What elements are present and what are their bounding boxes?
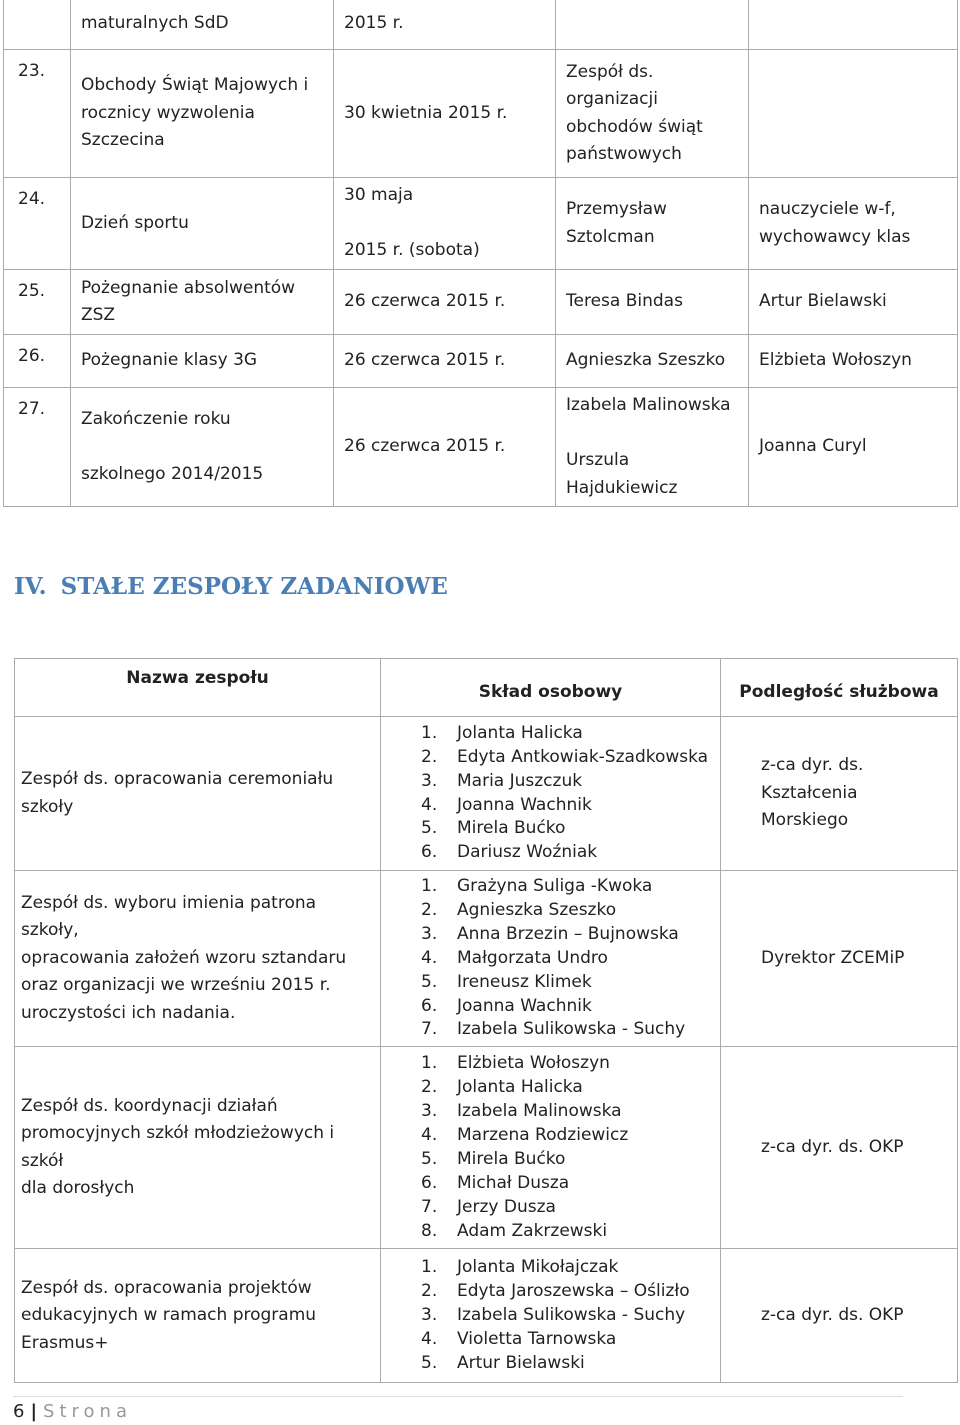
event-name: Dzień sportu	[81, 212, 189, 233]
team-row	[15, 1047, 958, 1249]
list-item	[421, 875, 710, 899]
event-date: 26 czerwca 2015 r.	[344, 291, 506, 312]
member-number: 5.	[421, 1148, 438, 1169]
team-name-cell	[15, 1047, 381, 1249]
event-number-cell	[4, 50, 71, 178]
list-item	[421, 1280, 710, 1304]
event-responsible: Agnieszka Szeszko	[566, 350, 726, 371]
member-name: Joanna Wachnik	[457, 995, 592, 1016]
member-number: 2.	[421, 1077, 438, 1098]
event-name-cell	[71, 50, 334, 178]
member-name: Mirela Bućko	[457, 1148, 566, 1169]
list-item	[421, 947, 710, 971]
list-item	[421, 1352, 710, 1376]
team-subordination-cell	[721, 871, 958, 1047]
event-date-cell	[334, 178, 556, 270]
event-name-cell	[71, 388, 334, 507]
event-number-cell	[4, 178, 71, 270]
event-responsible-cell	[556, 0, 749, 50]
list-item	[421, 1304, 710, 1328]
member-name: Maria Juszczuk	[457, 770, 583, 791]
member-number: 4.	[421, 1328, 438, 1349]
section-number: IV.	[14, 573, 47, 600]
team-name-cell	[15, 717, 381, 871]
list-item	[421, 1148, 710, 1172]
event-name: Zakończenie roku szkolnego 2014/2015	[81, 408, 264, 484]
event-name-cell	[71, 178, 334, 270]
event-name-cell	[71, 335, 334, 388]
team-subordination-cell	[721, 1047, 958, 1249]
team-members-cell	[381, 1047, 721, 1249]
member-name: Małgorzata Undro	[457, 947, 608, 968]
member-number: 1.	[421, 1257, 438, 1278]
member-name: Artur Bielawski	[457, 1352, 585, 1373]
member-name: Jolanta Halicka	[457, 1077, 583, 1098]
team-row	[15, 871, 958, 1047]
teams-table	[14, 658, 958, 1383]
member-name: Jolanta Mikołajczak	[457, 1257, 619, 1278]
event-row	[4, 50, 958, 178]
member-list	[421, 722, 710, 865]
list-item	[421, 841, 710, 865]
team-subordination-cell	[721, 717, 958, 871]
member-number: 4.	[421, 947, 438, 968]
member-name: Grażyna Suliga -Kwoka	[457, 876, 653, 896]
team-row	[15, 717, 958, 871]
team-members-cell	[381, 871, 721, 1047]
team-name: Zespół ds. koordynacji działań promocyjnych szkół młodzieżowych i szkół dla dorosłych	[21, 1095, 335, 1199]
event-number-cell	[4, 0, 71, 50]
member-name: Michał Dusza	[457, 1172, 570, 1193]
member-name: Izabela Malinowska	[457, 1101, 622, 1122]
member-number: 1.	[421, 722, 438, 743]
event-date: 2015 r.	[344, 12, 404, 33]
list-item	[421, 1018, 710, 1042]
event-responsible-cell	[556, 270, 749, 335]
team-subordination: z-ca dyr. ds. OKP	[761, 1137, 904, 1158]
member-number: 6.	[421, 842, 438, 863]
footer-rule	[13, 1396, 903, 1397]
team-name-cell	[15, 871, 381, 1047]
list-item	[421, 1052, 710, 1076]
member-name: Marzena Rodziewicz	[457, 1124, 629, 1145]
member-name: Agnieszka Szeszko	[457, 899, 617, 920]
event-responsible-cell	[556, 50, 749, 178]
events-table-body	[4, 0, 958, 507]
teams-table-body	[15, 717, 958, 1383]
member-name: Jolanta Halicka	[457, 722, 583, 743]
event-date-cell	[334, 335, 556, 388]
footer-word: Strona	[43, 1401, 132, 1422]
team-name: Zespół ds. opracowania ceremoniału szkoły	[21, 769, 334, 817]
list-item	[421, 1328, 710, 1352]
event-cooperation: Joanna Curyl	[759, 436, 867, 457]
team-subordination: z-ca dyr. ds. Kształcenia Morskiego	[761, 755, 864, 831]
member-number: 1.	[421, 876, 438, 896]
event-name-cell	[71, 0, 334, 50]
page-footer	[13, 1401, 132, 1422]
member-name: Elżbieta Wołoszyn	[457, 1053, 610, 1074]
event-responsible-cell	[556, 388, 749, 507]
section-title	[14, 573, 448, 600]
member-name: Violetta Tarnowska	[457, 1328, 617, 1349]
team-subordination-cell	[721, 1249, 958, 1383]
event-number: 27.	[18, 399, 46, 419]
team-name-cell	[15, 1249, 381, 1383]
section-title-text: STAŁE ZESPOŁY ZADANIOWE	[60, 573, 448, 600]
member-number: 4.	[421, 794, 438, 815]
event-row	[4, 335, 958, 388]
event-responsible: Zespół ds. organizacji obchodów świąt państwowych	[566, 61, 703, 164]
header-team-name: Nazwa zespołu	[15, 659, 381, 717]
team-subordination: z-ca dyr. ds. OKP	[761, 1305, 904, 1326]
footer-separator: |	[30, 1401, 38, 1422]
team-members-cell	[381, 1249, 721, 1383]
header-subordination: Podległość służbowa	[721, 659, 958, 717]
member-list	[421, 1256, 710, 1376]
list-item	[421, 1256, 710, 1280]
member-name: Edyta Antkowiak-Szadkowska	[457, 746, 709, 767]
list-item	[421, 770, 710, 794]
member-number: 5.	[421, 1352, 438, 1373]
member-name: Mirela Bućko	[457, 818, 566, 839]
member-name: Anna Brzezin – Bujnowska	[457, 923, 679, 944]
member-list	[421, 875, 710, 1042]
event-date: 30 kwietnia 2015 r.	[344, 102, 508, 123]
events-table	[3, 0, 958, 507]
member-number: 7.	[421, 1196, 438, 1217]
event-date: 26 czerwca 2015 r.	[344, 350, 506, 371]
event-cooperation-cell	[749, 335, 958, 388]
list-item	[421, 1172, 710, 1196]
member-number: 3.	[421, 1304, 438, 1325]
event-number: 26.	[18, 346, 46, 366]
event-name: Pożegnanie absolwentów ZSZ	[81, 277, 296, 325]
list-item	[421, 794, 710, 818]
member-number: 3.	[421, 1101, 438, 1122]
event-row	[4, 388, 958, 507]
member-number: 8.	[421, 1220, 438, 1241]
list-item	[421, 817, 710, 841]
member-name: Adam Zakrzewski	[457, 1220, 608, 1241]
page-number: 6	[13, 1401, 25, 1422]
event-number-cell	[4, 388, 71, 507]
member-number: 3.	[421, 923, 438, 944]
member-list	[421, 1052, 710, 1243]
list-item	[421, 1196, 710, 1220]
member-number: 5.	[421, 971, 438, 992]
event-name-cell	[71, 270, 334, 335]
team-subordination: Dyrektor ZCEMiP	[761, 947, 905, 968]
event-row	[4, 178, 958, 270]
member-name: Izabela Sulikowska - Suchy	[457, 1304, 686, 1325]
event-cooperation-cell	[749, 270, 958, 335]
teams-header-row	[15, 659, 958, 717]
event-date-cell	[334, 388, 556, 507]
event-responsible: Teresa Bindas	[566, 291, 683, 312]
event-name: Pożegnanie klasy 3G	[81, 350, 258, 371]
event-number: 24.	[18, 189, 46, 209]
event-number: 25.	[18, 281, 46, 301]
list-item	[421, 1100, 710, 1124]
list-item	[421, 746, 710, 770]
event-number-cell	[4, 270, 71, 335]
event-date-cell	[334, 50, 556, 178]
event-responsible-cell	[556, 335, 749, 388]
member-number: 5.	[421, 818, 438, 839]
member-number: 7.	[421, 1019, 438, 1040]
event-row	[4, 270, 958, 335]
event-responsible: Izabela Malinowska Urszula Hajdukiewicz	[566, 395, 731, 498]
event-date: 26 czerwca 2015 r.	[344, 436, 506, 457]
list-item	[421, 971, 710, 995]
event-cooperation: Elżbieta Wołoszyn	[759, 350, 912, 371]
member-name: Edyta Jaroszewska – Oślizło	[457, 1280, 690, 1301]
event-number-cell	[4, 335, 71, 388]
member-name: Izabela Sulikowska - Suchy	[457, 1019, 686, 1040]
team-row	[15, 1249, 958, 1383]
member-number: 2.	[421, 1280, 438, 1301]
team-name: Zespół ds. opracowania projektów edukacyjnych w ramach programu Erasmus+	[21, 1277, 317, 1353]
member-name: Jerzy Dusza	[457, 1196, 556, 1217]
list-item	[421, 1220, 710, 1244]
event-name: maturalnych SdD	[81, 12, 229, 33]
member-number: 4.	[421, 1124, 438, 1145]
event-cooperation-cell	[749, 50, 958, 178]
list-item	[421, 1076, 710, 1100]
header-members: Skład osobowy	[381, 659, 721, 717]
list-item	[421, 923, 710, 947]
team-members-cell	[381, 717, 721, 871]
event-cooperation-cell	[749, 0, 958, 50]
member-name: Ireneusz Klimek	[457, 971, 592, 992]
event-date-cell	[334, 270, 556, 335]
event-cooperation-cell	[749, 178, 958, 270]
list-item	[421, 722, 710, 746]
member-name: Joanna Wachnik	[457, 794, 592, 815]
member-number: 2.	[421, 746, 438, 767]
member-number: 3.	[421, 770, 438, 791]
member-number: 1.	[421, 1053, 438, 1074]
list-item	[421, 1124, 710, 1148]
event-cooperation-cell	[749, 388, 958, 507]
member-number: 2.	[421, 899, 438, 920]
event-cooperation: nauczyciele w-f, wychowawcy klas	[759, 199, 911, 247]
list-item	[421, 995, 710, 1019]
event-cooperation: Artur Bielawski	[759, 291, 887, 312]
event-row	[4, 0, 958, 50]
member-number: 6.	[421, 995, 438, 1016]
event-number: 23.	[18, 61, 46, 81]
event-date-cell	[334, 0, 556, 50]
member-number: 6.	[421, 1172, 438, 1193]
list-item	[421, 899, 710, 923]
member-name: Dariusz Woźniak	[457, 842, 598, 863]
team-name: Zespół ds. wyboru imienia patrona szkoły, opracowania założeń wzoru sztandaru oraz organizacji we wrześniu 2015 r. uroczystości ich nadania.	[21, 892, 347, 1023]
event-date: 30 maja 2015 r. (sobota)	[344, 185, 480, 261]
event-responsible-cell	[556, 178, 749, 270]
event-responsible: Przemysław Sztolcman	[566, 199, 667, 247]
event-name: Obchody Świąt Majowych i rocznicy wyzwolenia Szczecina	[81, 75, 309, 151]
